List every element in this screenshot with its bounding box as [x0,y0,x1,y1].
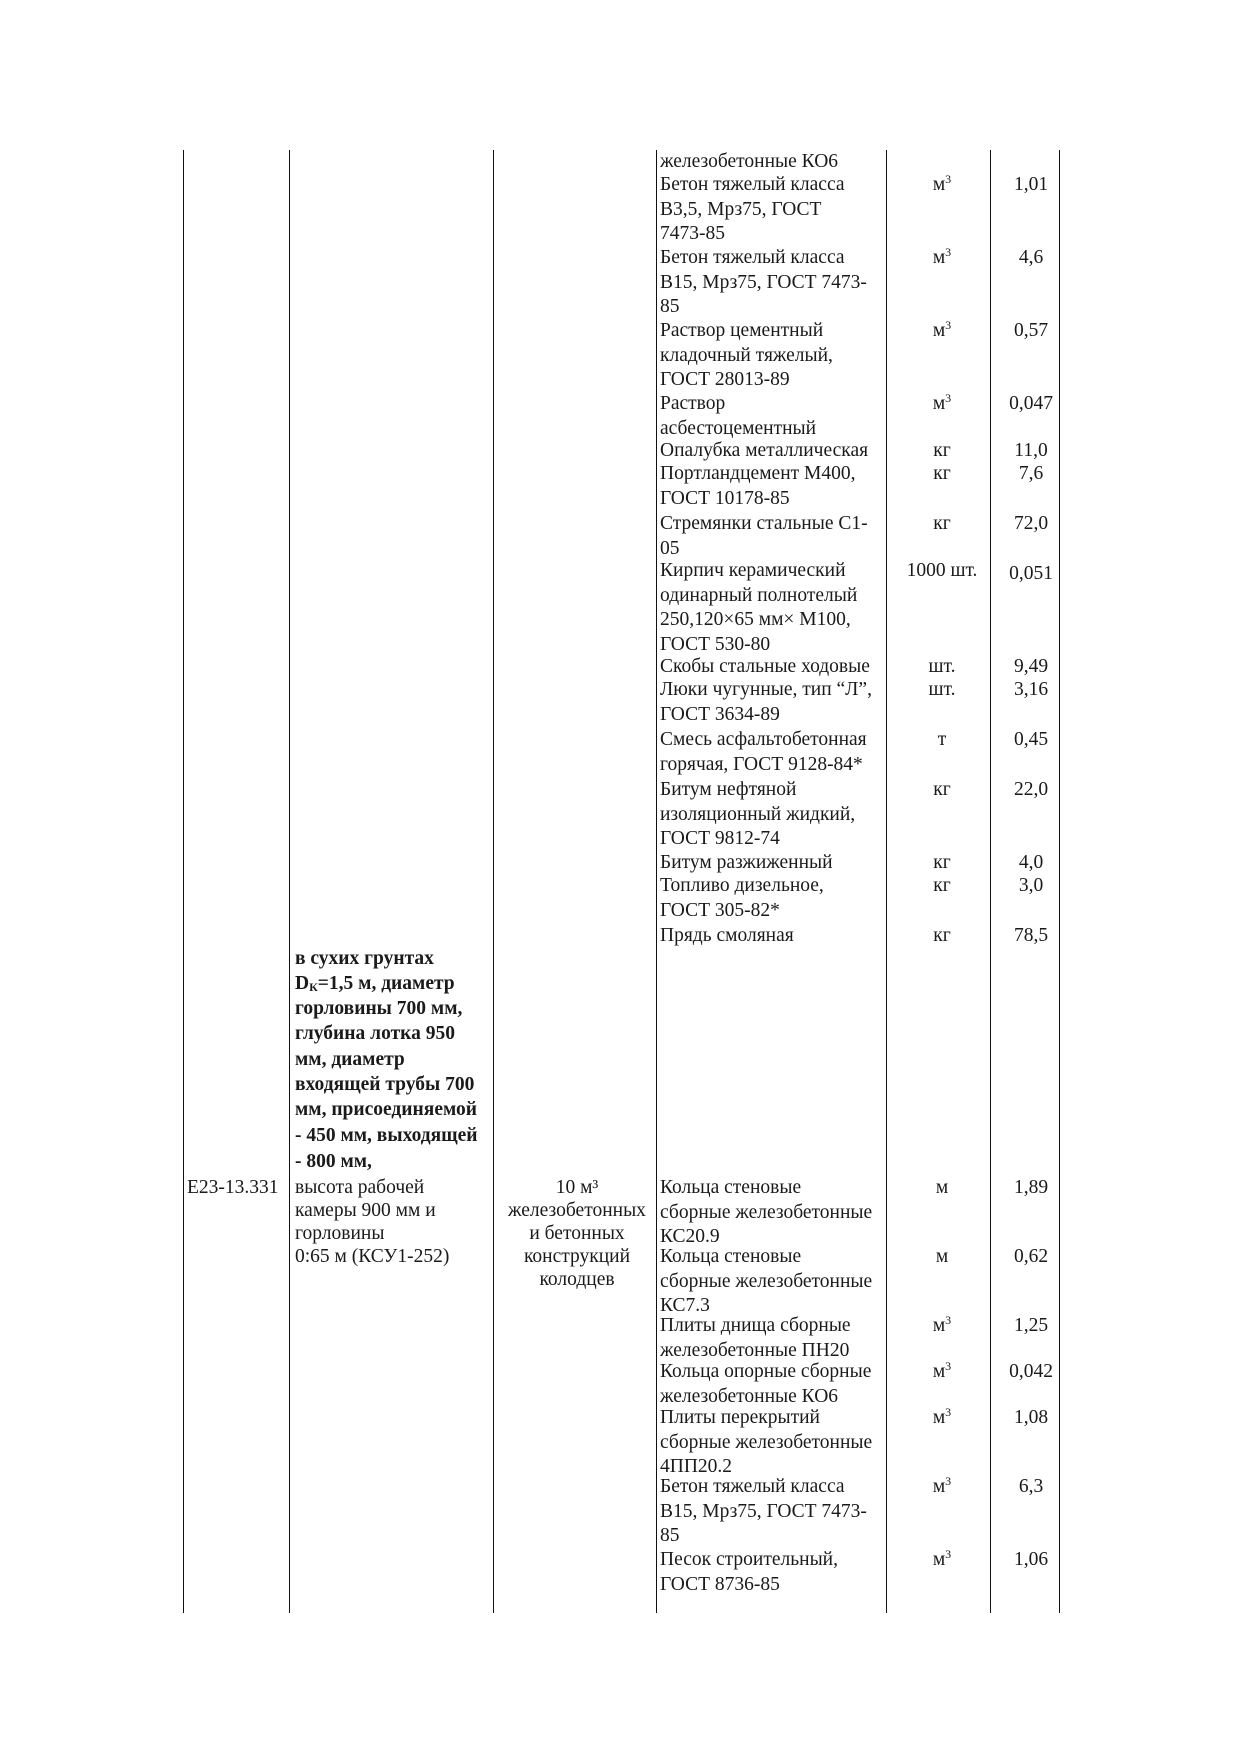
material-name: Кольца стеновые [660,1246,802,1267]
material-name: Стремянки стальные С1- [660,513,868,534]
material-name: Бетон тяжелый класса [660,1476,845,1497]
material-unit: т [937,729,947,750]
column-border [656,150,657,1613]
material-unit: кг [933,440,951,461]
norm-title-line: высота рабочей [295,1177,425,1198]
material-name: ГОСТ 9812-74 [660,828,780,849]
material-name: изоляционный жидкий, [660,803,856,825]
material-name: 7473-85 [660,223,725,244]
material-qty: 78,5 [1013,925,1049,946]
material-unit: м [935,1246,949,1267]
material-qty: 22,0 [1013,779,1049,800]
material-qty: 4,6 [1018,247,1044,268]
material-unit: $м^3$ [932,391,952,414]
material-qty: 0,051 [1009,563,1053,584]
material-qty: 11,0 [1014,440,1048,461]
material-unit: кг [933,852,951,873]
norm-title-line: горловины 700 мм, [295,998,463,1019]
material-name: кладочный тяжелый, [660,344,833,366]
norm-title-line: $D_К=1,5$ м, диаметр [295,973,455,994]
norm-title-line: камеры 900 мм и [295,1200,436,1221]
material-name: Раствор цементный [660,320,824,341]
material-qty: 0,047 [1009,393,1053,414]
material-name: 4ПП20.2 [660,1456,733,1477]
material-name: ГОСТ 530-80 [660,633,771,655]
norm-title-line: горловины [295,1223,385,1244]
material-qty: 9,49 [1013,656,1049,677]
material-name: ГОСТ 10178-85 [660,487,790,509]
material-name: одинарный полнотелый [660,584,858,606]
material-name: Плиты перекрытий [660,1407,820,1428]
norm-title-line: мм, присоединяемой [295,1099,477,1120]
material-unit: кг [933,779,951,800]
material-qty: 3,0 [1018,875,1044,896]
material-qty: 1,25 [1013,1315,1049,1336]
material-unit: $м^3$ [932,1359,952,1382]
norm-unit-line: колодцев [539,1269,615,1290]
norm-unit-line: и бетонных [529,1223,625,1244]
material-qty: 72,0 [1013,513,1049,534]
material-name: ГОСТ 3634-89 [660,703,780,725]
norm-title-line: - 450 мм, выходящей [295,1125,478,1146]
material-name: асбестоцементный [660,417,817,439]
material-name: Опалубка металлическая [660,440,869,461]
material-name: Портландцемент М400, [660,463,856,484]
material-unit: кг [933,925,951,946]
material-name: 250,120×65 мм× М100, [660,609,851,630]
material-unit: $м^3$ [932,1547,952,1570]
material-name: горячая, ГОСТ 9128-84* [660,753,863,775]
material-name: Бетон тяжелый класса [660,174,845,195]
norm-title-line: входящей трубы 700 [295,1074,475,1095]
material-name: Скобы стальные ходовые [660,656,870,677]
material-name: Раствор [660,393,726,414]
material-name: Прядь смоляная [660,925,794,946]
material-qty: 3,16 [1013,679,1049,700]
material-name: сборные железобетонные [660,1431,873,1453]
material-name: 85 [660,296,680,317]
material-name: Битум разжиженный [660,852,833,873]
material-unit: шт. [928,656,956,677]
material-name: железобетонные КО6 [660,151,839,172]
material-name: Бетон тяжелый класса [660,247,845,268]
material-qty: 4,0 [1018,852,1044,873]
column-border [289,150,290,1613]
material-name: КС7.3 [660,1295,710,1316]
norm-title-line: в сухих грунтах [295,948,434,969]
norm-title-line: мм, диаметр [295,1049,405,1070]
material-name: 05 [660,537,680,559]
norm-code: Е23-13.331 [187,1177,279,1198]
material-unit: $м^3$ [932,172,952,195]
material-unit: $м^3$ [932,245,952,268]
norm-title-line: глубина лотка 950 [295,1023,455,1044]
material-name: железобетонные КО6 [660,1385,839,1407]
material-name: В15, Мрз75, ГОСТ 7473- [660,271,867,293]
material-qty: 6,3 [1018,1476,1044,1497]
norm-unit-line: 10 м³ [555,1177,599,1198]
material-name: Смесь асфальтобетонная [660,729,867,750]
material-qty: 0,45 [1013,729,1049,750]
material-qty: 0,042 [1009,1361,1053,1382]
material-name: ГОСТ 305-82* [660,899,780,921]
material-name: сборные железобетонные [660,1270,873,1292]
column-border [493,150,494,1613]
material-qty: 1,06 [1013,1549,1049,1570]
material-name: Кирпич керамический [660,560,846,581]
material-name: Люки чугунные, тип “Л”, [660,679,872,700]
material-name: сборные железобетонные [660,1201,873,1223]
material-name: В15, Мрз75, ГОСТ 7473- [660,1500,867,1522]
norm-title-line: - 800 мм, [295,1151,372,1172]
material-unit: шт. [928,679,956,700]
material-name: железобетонные ПН20 [660,1339,850,1361]
material-unit: $м^3$ [932,1405,952,1428]
material-name: КС20.9 [660,1226,720,1247]
material-name: В3,5, Мрз75, ГОСТ [660,198,822,220]
material-unit: $м^3$ [932,1474,952,1497]
material-name: ГОСТ 8736-85 [660,1573,780,1595]
material-qty: 0,62 [1013,1246,1049,1267]
material-name: Песок строительный, [660,1549,838,1570]
material-name: Топливо дизельное, [660,875,824,896]
material-qty: 1,08 [1013,1407,1049,1428]
norm-unit-line: железобетонных [508,1200,646,1221]
material-unit: $м^3$ [932,1313,952,1336]
material-name: Битум нефтяной [660,779,797,800]
material-unit: $м^3$ [932,318,952,341]
material-unit: кг [933,875,951,896]
material-qty: 0,57 [1013,320,1049,341]
material-name: ГОСТ 28013-89 [660,369,790,390]
material-unit: кг [933,513,951,534]
material-unit: кг [933,463,951,484]
material-name: Кольца опорные сборные [660,1361,872,1382]
material-qty: 7,6 [1018,463,1044,484]
material-name: Кольца стеновые [660,1177,802,1198]
material-name: Плиты днища сборные [660,1315,851,1336]
material-qty: 1,89 [1013,1177,1049,1198]
material-qty: 1,01 [1013,174,1049,195]
material-unit: 1000 шт. [906,560,978,581]
norm-unit-line: конструкций [523,1246,631,1267]
material-unit: м [935,1177,949,1198]
norm-title-line: 0:65 м (КСУ1-252) [295,1246,450,1267]
column-border [183,150,184,1613]
material-name: 85 [660,1525,680,1546]
